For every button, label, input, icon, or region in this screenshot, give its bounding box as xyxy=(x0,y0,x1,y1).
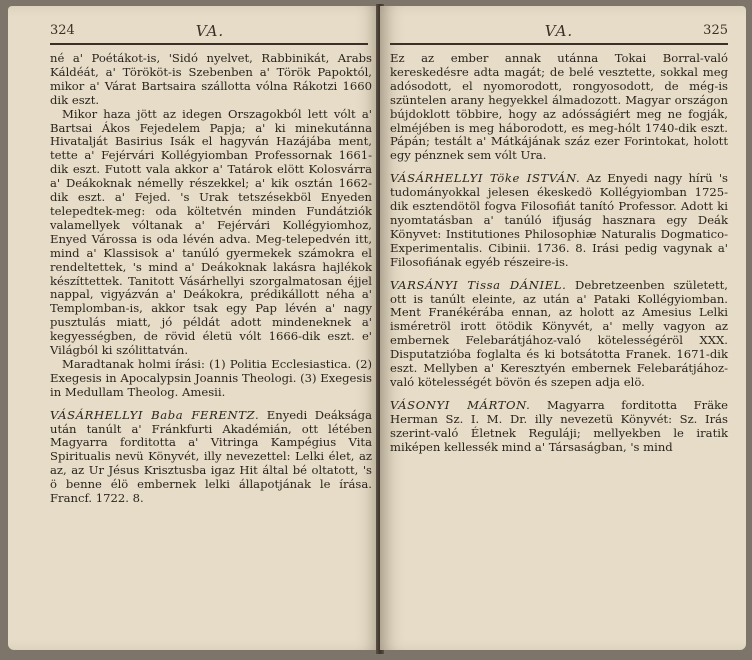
left-page-text xyxy=(50,52,372,506)
right-page-number: 325 xyxy=(703,23,728,38)
right-page xyxy=(380,6,746,650)
left-page-number: 324 xyxy=(50,23,75,38)
left-headword: VA. xyxy=(195,22,225,40)
left-paragraph-text: Mikor haza jött az idegen Orszagokból lett vólt a' Bartsai Ákos Fejedelem Papja; a' ki minekutánna Hivatalját Basirius Isák el hagyván Hazájába ment, tette a' Fejérvári Kollégyiomban Professornak 1661-dik eszt. Futott vala akkor a' Tatárok elött Kolosvárra a' Deákoknak némelly részekkel; a' kik osztán 1662-dik eszt. a' Fejed. 's Urak tetszésekböl Enyeden telepedtek-meg: oda költetvén minden Fundátziók valamellyek vóltanak a' Fejérvári Kollégyiomhoz, Enyed Várossa is oda lévén adva. Meg-telepedvén itt, mind a' Klassisok a' tanúló gyermekek számokra el rendeltettek, 's mind a' Deákoknak lakásra hajlékok készíttettek. Tanitott Vásárhellyi szorgalmatosan éjjel nappal, vigyázván a' Deákokra, prédikállott néha a' Templomban-is, akkor tsak egy Pap lévén a' nagy pusztulás miatt, jó példát adott mindeneknek a' kegyességben, de rövid életü vólt 1666-dik eszt. e' Világból ki szólittatván. xyxy=(50,106,372,358)
right-entry-paragraph xyxy=(390,279,728,390)
left-running-head xyxy=(50,20,370,42)
left-paragraph-text: né a' Poétákot-is, 'Sidó nyelvet, Rabbinikát, Arabs Káldéát, a' Törököt-is Szebenben a' Török Papoktól, mikor a' Várat Bartsaira szállotta vólna Rákotzi 1660 dik eszt. xyxy=(50,51,372,107)
left-entry-paragraph xyxy=(50,409,372,506)
left-header-rule xyxy=(50,43,368,45)
right-paragraph xyxy=(390,52,728,163)
right-page-text xyxy=(390,52,728,454)
right-paragraph-text: Ez az ember annak utánna Tokai Borral-való kereskedésre adta magát; de belé vesztette, sokkal meg adósodott, el nyomorodott, rongyosodott, de még-is szüntelen arany hegyekkel álmadozott. Magyar országon bújdoklott többire, hogy az adósságiért meg ne fogják, elméjében is meg háborodott, es meg-hólt 1740-dik eszt. Pápán; testált a' Mátkájának száz ezer Forintokat, holott egy pénznek sem vólt Ura. xyxy=(390,51,728,163)
left-paragraph xyxy=(50,108,372,358)
left-paragraph xyxy=(50,358,372,400)
right-paragraph-text: Az Enyedi nagy hírü 's tudományokkal jelesen ékeskedö Kollégyiomban 1725-dik esztendötöl fogva Filosofiát tanító Professor. Adott ki nyomtatásban a' tanúló ifjuság hasznara egy Deák Könyvet: Institutiones Philosophiæ Naturalis Dogmatico-Experimentalis. Cibinii. 1736. 8. Irási pedig vagynak a' Filosofiának egyéb részeire-is. xyxy=(390,171,728,269)
right-running-head xyxy=(390,20,728,42)
left-entry-name: VÁSÁRHELLYI Baba FERENTZ. xyxy=(50,407,260,422)
right-entry-paragraph xyxy=(390,399,728,455)
right-paragraph-text: Magyarra forditotta Fräke Herman Sz. I. M. Dr. illy nevezetü Könyvét: Sz. Irás szerint-való Életnek Reguláji; mellyekben le iratik miképen kellessék mind a' Társaságban, 's mind xyxy=(390,397,728,454)
right-entry-name: VÁSONYI MÁRTON. xyxy=(390,397,531,412)
right-entry-paragraph xyxy=(390,172,728,269)
left-paragraph-text: Enyedi Deáksága után tanúlt a' Fránkfurti Akadémián, ott létében Magyarra forditotta a' Vitringa Kampégius Vita Spiritualis nevü Könyvét, illy nevezettel: Lelki élet, az az, az Ur Jésus Krisztusba igaz Hit által bé oltatott, 's ö benne élö embernek lelki állapotjának le írása. Francf. 1722. 8. xyxy=(50,407,372,506)
right-header-rule xyxy=(390,43,728,45)
left-page xyxy=(8,6,380,650)
right-entry-name: VARSÁNYI Tissa DÁNIEL. xyxy=(390,277,567,292)
left-paragraph xyxy=(50,52,372,108)
left-paragraph-text: Maradtanak holmi írási: (1) Politia Ecclesiastica. (2) Exegesis in Apocalypsin Joannis Theologi. (3) Exegesis in Medullam Theolog. Amesii. xyxy=(50,356,372,399)
right-entry-name: VÁSÁRHELLYI Töke ISTVÁN. xyxy=(390,171,581,186)
right-headword: VA. xyxy=(544,22,574,40)
right-paragraph-text: Debretzeenben született, ott is tanúlt eleinte, az után a' Pataki Kollégyiomban. Ment Franékérába ennan, az holott az Amesius Lelki isméretröl irott ötödik Könyvét, a' melly vagyon az embernek Felebarátjához-való kötelességéröl XXX. Disputatzióba foglalta és ki botsátotta Franek. 1671-dik eszt. Mellyben a' Keresztyén embernek Felebarátjához-való kötelességét bövön és szepen adja elö. xyxy=(390,277,728,389)
